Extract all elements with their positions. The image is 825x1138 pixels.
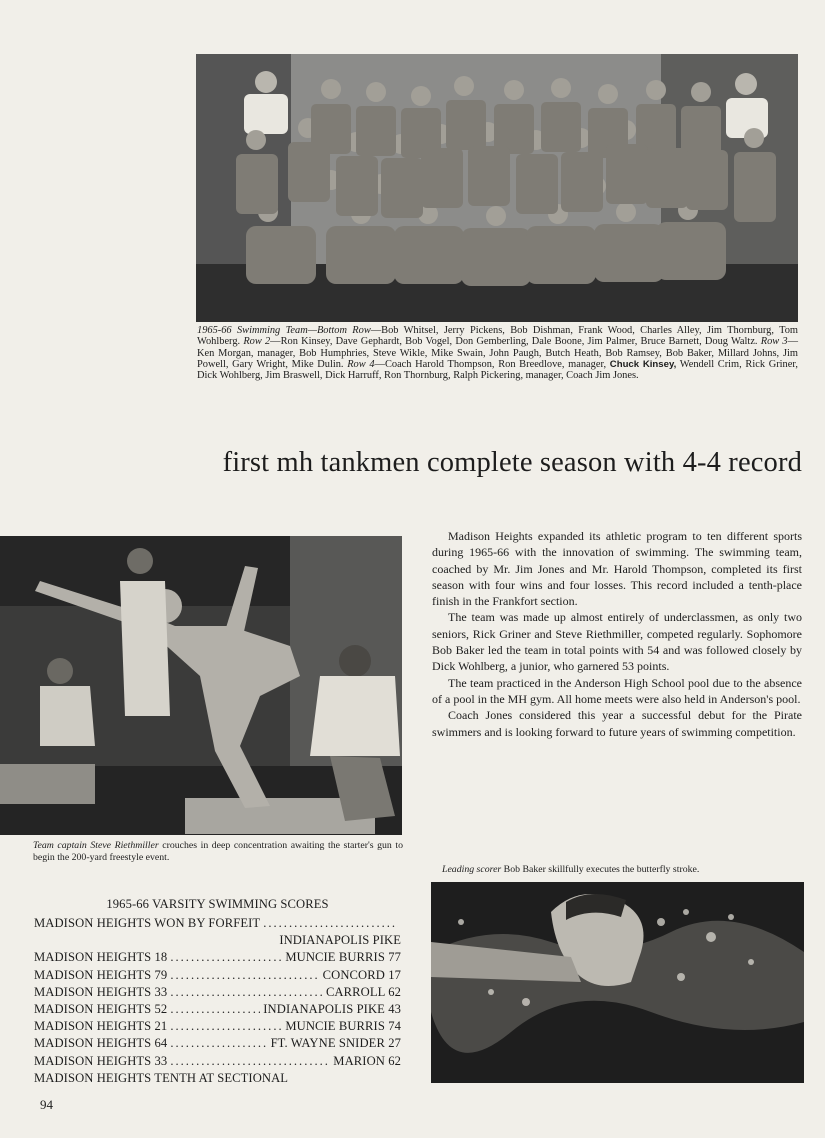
score-row-left: MADISON HEIGHTS 21 (34, 1019, 168, 1034)
score-row (34, 1053, 401, 1070)
team-caption-part: —Ken Morgan, manager, Bob Humphries, Steve Wikle, Mike Swain, John Paugh, Butch Heath, Bob Ramsey, Bob Baker, Millard Johns, Jim Powell, Gary Wright, Mike Dulin. (197, 336, 798, 370)
score-row-left: MADISON HEIGHTS 18 (34, 950, 168, 965)
leader-dots (170, 984, 323, 1001)
headline: first mh tankmen complete season with 4-4 record (222, 447, 802, 478)
team-caption-part: Row 2 (243, 336, 271, 348)
score-row-right: INDIANAPOLIS PIKE (279, 933, 401, 948)
article-paragraph-3: The team practiced in the Anderson High School pool due to the absence of a pool in the MH gym. All home meets were also held in Anderson's pool. (432, 675, 802, 706)
swimmer-start-photo (0, 536, 402, 835)
score-row (34, 1035, 401, 1052)
score-row-right: FT. WAYNE SNIDER 27 (270, 1036, 401, 1051)
varsity-scores-table (34, 896, 401, 1087)
team-photo-caption (197, 325, 798, 381)
leader-dots (170, 1001, 260, 1018)
score-row-right: CONCORD 17 (322, 967, 401, 982)
score-row-right: CARROLL 62 (325, 984, 401, 999)
leader-dots (170, 949, 282, 966)
team-caption-part: —Coach Harold Thompson, Ron Breedlove, manager, (374, 358, 610, 370)
article-paragraph-4: Coach Jones considered this year a successful debut for the Pirate swimmers and is looking forward to future years of swimming competition. (432, 708, 802, 739)
leader-dots (170, 967, 319, 984)
team-photo-image (196, 54, 798, 322)
score-row-left: MADISON HEIGHTS TENTH AT SECTIONAL (34, 1070, 289, 1085)
leader-dots (170, 1053, 330, 1070)
team-caption-part: —Bob Whitsel, Jerry Pickens, Bob Dishman, Frank Wood, Charles Alley, Jim Thornburg, Tom Wohlberg. (197, 325, 798, 348)
swimmer-start-image (0, 536, 402, 835)
score-row-forfeit-opponent (34, 932, 401, 949)
score-row-final (34, 1070, 401, 1087)
score-row-left: MADISON HEIGHTS 52 (34, 1002, 168, 1017)
score-row-left: MADISON HEIGHTS 64 (34, 1036, 168, 1051)
score-row (34, 984, 401, 1001)
score-row-left: MADISON HEIGHTS 33 (34, 984, 168, 999)
score-row (34, 967, 401, 984)
team-caption-part: —Ron Kinsey, Dave Gephardt, Bob Vogel, Don Gemberling, Dale Boone, Jim Palmer, Bruce Barnett, Doug Waltz. (270, 336, 761, 348)
butterfly-photo-caption (442, 864, 802, 876)
butterfly-caption-italic: Leading scorer (442, 864, 502, 875)
swimmer-start-caption (33, 840, 403, 863)
butterfly-caption-rest: Bob Baker skillfully executes the butterfly stroke. (501, 864, 700, 875)
leader-dots (263, 915, 398, 932)
score-row-left: MADISON HEIGHTS 79 (34, 967, 168, 982)
article-body (432, 528, 802, 740)
score-row-right: MUNCIE BURRIS 77 (285, 950, 401, 965)
leader-dots (170, 1018, 282, 1035)
swimmer-caption-rest: crouches in deep concentration awaiting the starter's gun to begin the 200-yard freestyle event. (33, 840, 403, 863)
swimmer-caption-italic: Team captain Steve Riethmiller (33, 840, 159, 851)
scores-title: 1965-66 VARSITY SWIMMING SCORES (106, 897, 329, 911)
butterfly-stroke-photo (431, 882, 804, 1083)
score-row-forfeit (34, 915, 401, 932)
score-row-left: MADISON HEIGHTS WON BY FORFEIT (34, 916, 261, 930)
team-caption-part: Wendell Crim, Rick Griner, Dick Wohlberg, Jim Braswell, Dick Harruff, Ron Thornburg, Ralph Pickering, manager, Coach Jim Jones. (197, 358, 798, 382)
score-row (34, 1001, 401, 1018)
team-photo (196, 54, 798, 322)
score-row (34, 949, 401, 966)
team-caption-part: Row 3 (760, 336, 788, 348)
article-paragraph-2: The team was made up almost entirely of underclassmen, as only two seniors, Rick Griner and Steve Riethmiller, competed regularly. Sophomore Bob Baker led the team in total points with 54 and was followed closely by Dick Wohlberg, a junior, who garnered 53 points. (432, 610, 802, 674)
article-paragraph-1: Madison Heights expanded its athletic program to ten different sports during 1965-66 with the innovation of swimming. The swimming team, coached by Mr. Jim Jones and Mr. Harold Thompson, completed its first season with four wins and four losses. This record included a tenth-place finish in the Frankfort section. (432, 529, 802, 609)
team-caption-part: 1965-66 Swimming Team—Bottom Row (197, 325, 371, 336)
butterfly-stroke-image (431, 882, 804, 1083)
score-row-right: MARION 62 (333, 1053, 401, 1068)
score-row (34, 1018, 401, 1035)
team-caption-part: Row 4 (347, 358, 375, 370)
score-row-left: MADISON HEIGHTS 33 (34, 1053, 168, 1068)
leader-dots (170, 1035, 267, 1052)
page-number: 94 (40, 1097, 53, 1112)
score-row-right: INDIANAPOLIS PIKE 43 (263, 1002, 401, 1017)
score-row-right: MUNCIE BURRIS 74 (285, 1019, 401, 1034)
team-caption-part: Chuck Kinsey, (609, 358, 677, 370)
